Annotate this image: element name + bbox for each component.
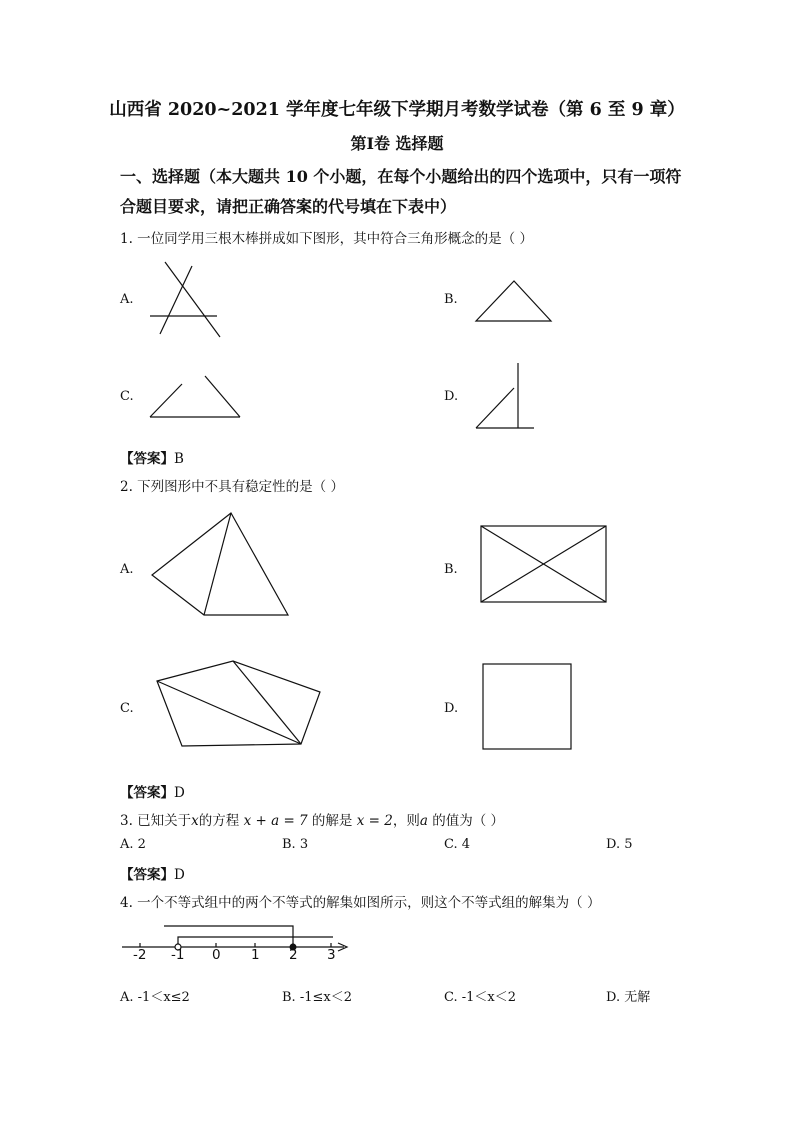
- q1-option-b-figure: [474, 280, 554, 322]
- q2c-pentagon: [157, 661, 320, 746]
- q3-math-x: x: [191, 813, 199, 829]
- q3-answer-value: D: [174, 867, 185, 883]
- question-2-text: 2. 下列图形中不具有稳定性的是（ ）: [120, 479, 344, 495]
- q4-option-d: D. 无解: [606, 990, 651, 1005]
- q2-answer: [120, 781, 185, 801]
- q4-number-line: [122, 922, 352, 968]
- q2-option-a-label: A.: [120, 562, 134, 577]
- q1d-stick-slant: [476, 388, 514, 428]
- part-title: 第Ⅰ卷 选择题: [350, 134, 444, 153]
- question-1-text: 1. 一位同学用三根木棒拼成如下图形，其中符合三角形概念的是（ ）: [120, 231, 533, 247]
- q3-text-part: 的值为（ ）: [427, 813, 504, 829]
- q1-answer: [120, 447, 184, 467]
- q1-option-d-label: D.: [444, 389, 459, 404]
- q2-option-d-label: D.: [444, 701, 459, 716]
- answer-label: 【答案】: [120, 451, 174, 467]
- q1c-stick-right: [205, 376, 240, 417]
- tick-label-minus-1: -1: [171, 947, 185, 963]
- q3-option-b: B. 3: [282, 837, 309, 852]
- q3-option-a: A. 2: [120, 837, 146, 852]
- q2a-quadrilateral: [152, 513, 288, 615]
- q2-option-a-figure: [150, 511, 292, 619]
- q3-text-part: 3. 已知关于: [120, 813, 192, 829]
- q3-option-c: C. 4: [444, 837, 471, 852]
- q4-option-b: B. -1≤x＜2: [282, 990, 352, 1005]
- q3-math-a: a: [419, 813, 428, 829]
- q1-option-b-label: B.: [444, 292, 458, 307]
- section-heading-line1: 一、选择题（本大题共 10 个小题，在每个小题给出的四个选项中，只有一项符: [120, 167, 682, 186]
- q3-equation: x + a = 7: [243, 813, 308, 829]
- q2-option-b-figure: [480, 525, 608, 605]
- q3-solution: x = 2: [356, 813, 393, 829]
- q2-option-c-label: C.: [120, 701, 134, 716]
- q2-answer-value: D: [174, 785, 185, 801]
- q4-option-c: C. -1＜x＜2: [444, 990, 517, 1005]
- q2a-diagonal: [204, 513, 231, 615]
- q3-text-part: 的方程: [198, 813, 244, 829]
- q1-option-a-label: A.: [120, 292, 134, 307]
- tick-label-minus-2: -2: [133, 947, 147, 963]
- q1c-stick-left: [150, 384, 182, 417]
- answer-label: 【答案】: [120, 785, 174, 801]
- q2d-square: [483, 664, 571, 749]
- q3-text-part: ，则: [392, 813, 420, 829]
- q3-text-part: 的解是: [307, 813, 357, 829]
- tick-label-3: 3: [327, 947, 336, 963]
- q2-option-d-figure: [482, 663, 574, 751]
- answer-label: 【答案】: [120, 867, 174, 883]
- q3-option-d: D. 5: [606, 837, 633, 852]
- q1-option-d-figure: [474, 363, 536, 429]
- q1-option-c-label: C.: [120, 389, 134, 404]
- question-3-text: [120, 809, 504, 829]
- q1b-triangle: [476, 281, 551, 321]
- q2-option-c-figure: [155, 659, 323, 749]
- q3-answer: [120, 863, 185, 883]
- q1a-stick-1: [165, 262, 220, 337]
- tick-label-1: 1: [251, 947, 260, 963]
- q2-option-b-label: B.: [444, 562, 458, 577]
- q1-answer-value: B: [174, 451, 184, 467]
- question-4-text: 4. 一个不等式组中的两个不等式的解集如图所示，则这个不等式组的解集为（ ）: [120, 895, 601, 911]
- q1-option-a-figure: [150, 262, 220, 337]
- q4-option-a: A. -1＜x≤2: [120, 990, 190, 1005]
- page-title: 山西省 2020~2021 学年度七年级下学期月考数学试卷（第 6 至 9 章）: [109, 100, 685, 120]
- section-heading-line2: 合题目要求，请把正确答案的代号填在下表中）: [120, 197, 457, 216]
- q1-option-c-figure: [150, 376, 242, 418]
- tick-label-2: 2: [289, 947, 298, 963]
- q2c-diagonal-1: [157, 681, 301, 744]
- tick-label-0: 0: [212, 947, 221, 963]
